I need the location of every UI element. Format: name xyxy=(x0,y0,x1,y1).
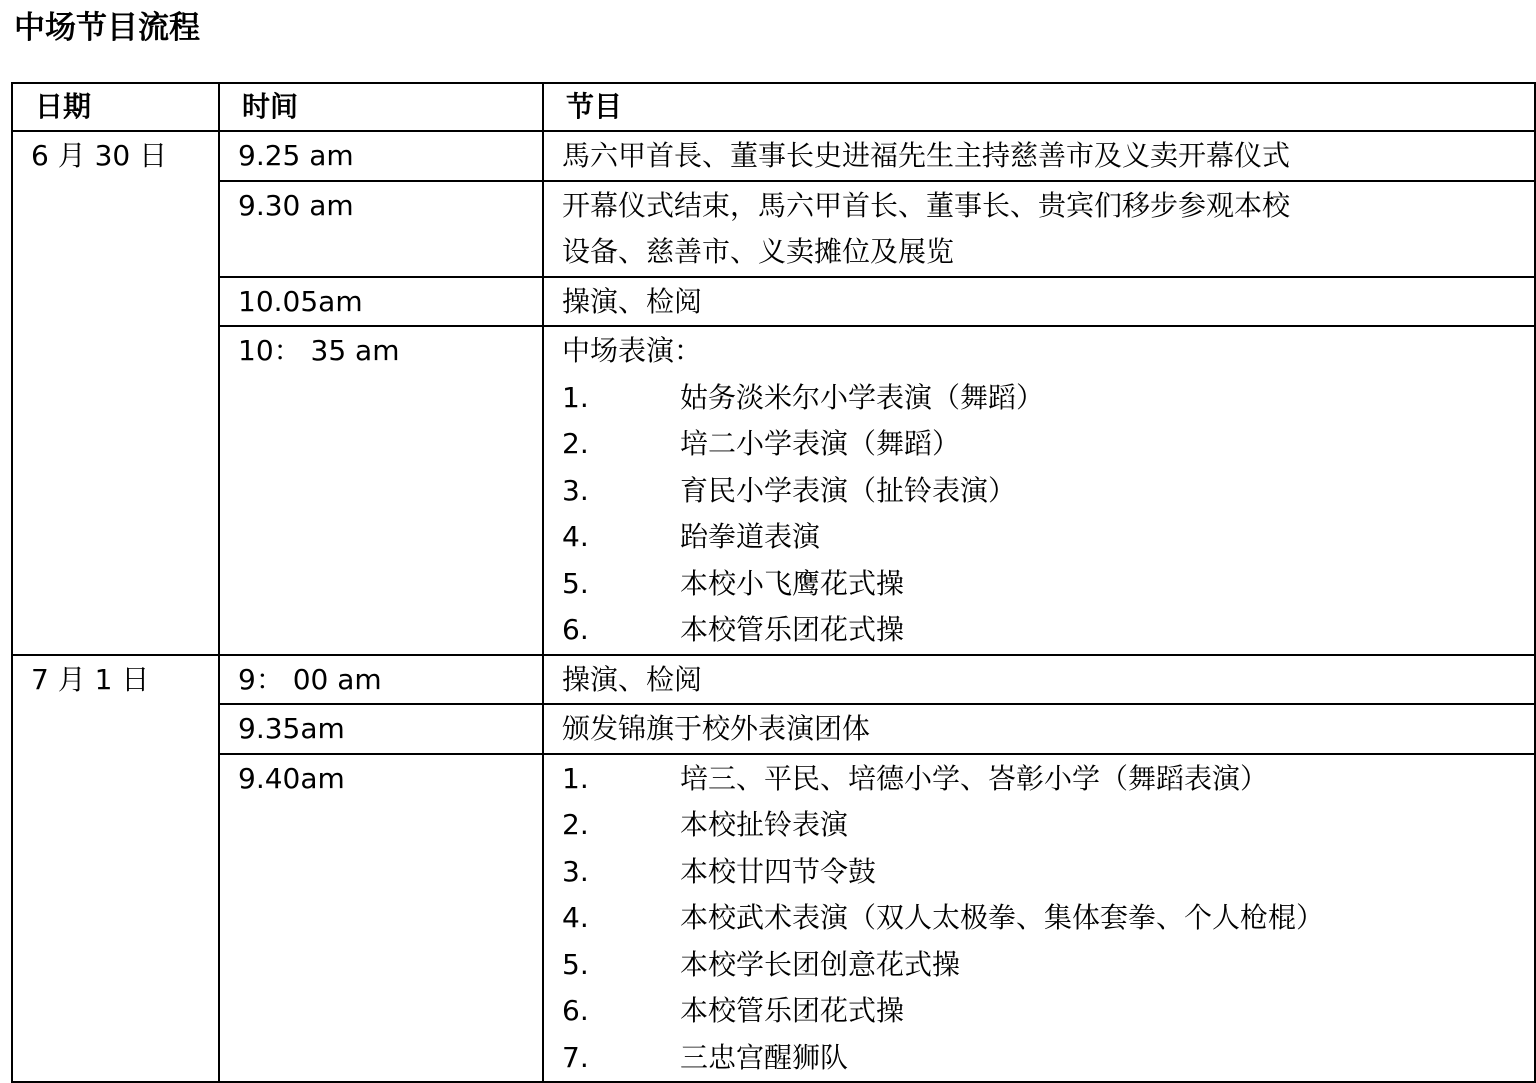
performance-list xyxy=(562,375,1534,654)
program-heading: 中场表演： xyxy=(562,334,703,367)
date-cell: 7 月 1 日 xyxy=(12,655,219,1083)
item-text: 本校小飞鹰花式操 xyxy=(680,566,905,600)
item-text: 跆拳道表演 xyxy=(680,520,821,553)
table-row xyxy=(12,277,1535,327)
item-text: 本校廿四节令鼓 xyxy=(680,854,877,888)
list-item xyxy=(562,561,1534,608)
item-number: 3. xyxy=(562,473,589,507)
header-time: 时间 xyxy=(219,83,543,131)
list-item xyxy=(562,756,1534,803)
item-text: 本校管乐团花式操 xyxy=(680,613,905,646)
item-number: 5. xyxy=(562,566,589,600)
item-number: 3. xyxy=(562,854,589,888)
list-item xyxy=(562,421,1534,468)
schedule-table xyxy=(11,82,1536,1083)
table-row xyxy=(12,754,1535,1083)
item-number: 6. xyxy=(562,994,589,1027)
item-text: 三忠宫醒狮队 xyxy=(680,1040,849,1074)
table-row xyxy=(12,131,1535,181)
time-cell: 9.40am xyxy=(219,754,543,1083)
program-cell: 操演、检阅 xyxy=(543,277,1535,327)
list-item xyxy=(562,514,1534,561)
list-item xyxy=(562,802,1534,849)
item-number: 2. xyxy=(562,808,589,841)
item-number: 2. xyxy=(562,427,589,460)
list-item xyxy=(562,1035,1534,1082)
item-number: 4. xyxy=(562,901,589,934)
list-item xyxy=(562,849,1534,896)
header-row xyxy=(12,83,1535,131)
list-item xyxy=(562,607,1534,654)
header-date: 日期 xyxy=(12,83,219,131)
program-cell: 颁发锦旗于校外表演团体 xyxy=(543,704,1535,754)
time-cell: 9.35am xyxy=(219,704,543,754)
table-row xyxy=(12,326,1535,655)
list-item xyxy=(562,375,1534,422)
item-text: 本校学长团创意花式操 xyxy=(680,947,961,981)
list-item xyxy=(562,895,1534,942)
time-cell: 9： 00 am xyxy=(219,655,543,705)
item-text: 本校武术表演（双人太极拳、集体套拳、个人枪棍） xyxy=(680,901,1325,934)
list-item xyxy=(562,942,1534,989)
item-text: 本校管乐团花式操 xyxy=(680,994,905,1027)
item-number: 7. xyxy=(562,1040,589,1074)
header-program: 节目 xyxy=(543,83,1535,131)
list-item xyxy=(562,988,1534,1035)
time-cell: 9.30 am xyxy=(219,181,543,277)
time-cell: 10.05am xyxy=(219,277,543,327)
program-cell xyxy=(543,754,1535,1083)
program-cell: 馬六甲首長、董事长史进福先生主持慈善市及义卖开幕仪式 xyxy=(543,131,1535,181)
item-number: 5. xyxy=(562,947,589,981)
item-text: 姑务淡米尔小学表演（舞蹈） xyxy=(680,380,1045,414)
table-row xyxy=(12,704,1535,754)
item-number: 1. xyxy=(562,380,589,414)
program-line: 设备、慈善市、义卖摊位及展览 xyxy=(562,235,955,268)
time-cell: 9.25 am xyxy=(219,131,543,181)
list-item xyxy=(562,468,1534,515)
item-text: 培三、平民、培德小学、峇彰小学（舞蹈表演） xyxy=(680,761,1269,795)
item-number: 4. xyxy=(562,520,589,553)
program-cell xyxy=(543,326,1535,655)
item-number: 6. xyxy=(562,613,589,646)
item-number: 1. xyxy=(562,761,589,795)
date-cell: 6 月 30 日 xyxy=(12,131,219,655)
item-text: 育民小学表演（扯铃表演） xyxy=(680,473,1017,507)
performance-list xyxy=(562,756,1534,1082)
item-text: 培二小学表演（舞蹈） xyxy=(680,427,961,460)
program-cell: 操演、检阅 xyxy=(543,655,1535,705)
time-cell: 10： 35 am xyxy=(219,326,543,655)
table-row xyxy=(12,181,1535,277)
table-row xyxy=(12,655,1535,705)
item-text: 本校扯铃表演 xyxy=(680,808,849,841)
program-line: 开幕仪式结束，馬六甲首长、董事长、贵宾们移步参观本校 xyxy=(562,188,1291,222)
program-cell xyxy=(543,181,1535,277)
document-title: 中场节目流程 xyxy=(14,10,200,46)
